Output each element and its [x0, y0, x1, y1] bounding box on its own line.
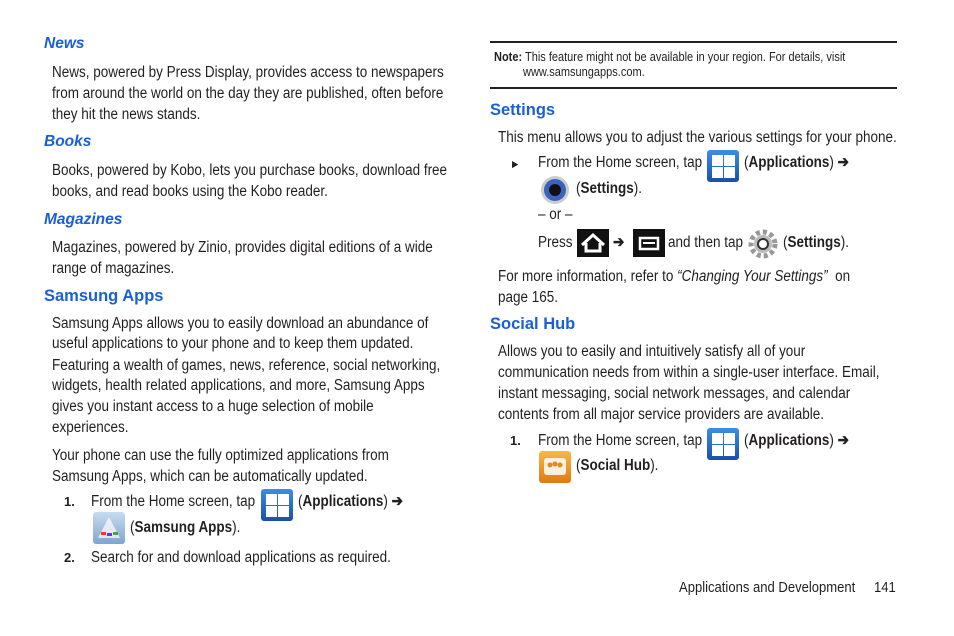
heading-magazines: Magazines	[44, 211, 123, 228]
text-line: range of magazines.	[52, 260, 175, 277]
text-line: instant messaging, social network messages, and calendar	[498, 385, 851, 402]
samsung-apps-icon	[93, 512, 125, 544]
text-line: contents from all major service providers are available.	[498, 406, 825, 423]
home-key-icon	[577, 229, 609, 257]
note-top-rule	[490, 41, 897, 43]
bullet: ►	[510, 157, 521, 171]
step-label: (Applications) ➔	[744, 432, 849, 449]
step-number: 2.	[64, 550, 75, 565]
text-line: Books, powered by Kobo, lets you purchase books, download free	[52, 162, 448, 179]
then-text: and then tap	[668, 234, 743, 251]
settings-gear-icon	[747, 228, 779, 260]
press-text: Press	[538, 234, 573, 251]
menu-key-icon	[633, 229, 665, 257]
step-target: (Settings).	[576, 180, 642, 197]
or-text: – or –	[538, 206, 573, 223]
heading-news: News	[44, 35, 85, 52]
step-target: (Samsung Apps).	[130, 519, 241, 536]
text-line: books, and read books using the Kobo reader.	[52, 183, 328, 200]
step-number: 1.	[64, 494, 75, 509]
text-line: For more information, refer to “Changing Your Settings” on	[498, 268, 851, 285]
text-line: gives you instant access to a huge selection of mobile	[52, 398, 374, 415]
heading-samsung-apps: Samsung Apps	[44, 287, 164, 305]
applications-icon	[261, 489, 293, 521]
heading-settings: Settings	[490, 101, 556, 119]
step-label: (Applications) ➔	[298, 493, 403, 510]
step-label: (Applications) ➔	[744, 154, 849, 171]
text-line: Featuring a wealth of games, news, reference, social networking,	[52, 357, 441, 374]
text-line: Magazines, powered by Zinio, provides digital editions of a wide	[52, 239, 433, 256]
note-bottom-rule	[490, 87, 897, 89]
text-line: from around the world on the day they are published, often before	[52, 85, 444, 102]
applications-icon	[707, 428, 739, 460]
step-target: (Settings).	[783, 234, 849, 251]
text-line: Samsung Apps, which can be automatically updated.	[52, 468, 368, 485]
text-line: News, powered by Press Display, provides access to newspapers	[52, 64, 444, 81]
text-line: Allows you to easily and intuitively satisfy all of your	[498, 343, 806, 360]
text-line: Your phone can use the fully optimized applications from	[52, 447, 389, 464]
text-line: widgets, health related applications, and more, Samsung Apps	[52, 377, 425, 394]
step-text: Search for and download applications as required.	[91, 549, 391, 566]
heading-social-hub: Social Hub	[490, 315, 576, 333]
step-target: (Social Hub).	[576, 457, 659, 474]
arrow: ➔	[613, 234, 625, 251]
step-number: 1.	[510, 433, 521, 448]
text-line: Samsung Apps allows you to easily download an abundance of	[52, 315, 429, 332]
text-line: communication needs from within a single-user interface. Email,	[498, 364, 880, 381]
text-line: useful applications to your phone and to keep them updated.	[52, 335, 414, 352]
settings-blue-icon	[539, 174, 571, 206]
social-hub-icon	[539, 451, 571, 483]
text-line: page 165.	[498, 289, 559, 306]
text-line: they hit the news stands.	[52, 106, 201, 123]
step-text: From the Home screen, tap	[538, 432, 703, 449]
footer-section: Applications and Development	[679, 579, 856, 596]
note-line: Note: This feature might not be available in your region. For details, visit	[494, 50, 846, 64]
page-number: 141	[874, 579, 896, 596]
applications-icon	[707, 150, 739, 182]
step-text: From the Home screen, tap	[538, 154, 703, 171]
text-line: experiences.	[52, 419, 129, 436]
step-text: From the Home screen, tap	[91, 493, 256, 510]
text-line: This menu allows you to adjust the various settings for your phone.	[498, 129, 897, 146]
heading-books: Books	[44, 133, 92, 150]
note-line: www.samsungapps.com.	[523, 65, 645, 79]
